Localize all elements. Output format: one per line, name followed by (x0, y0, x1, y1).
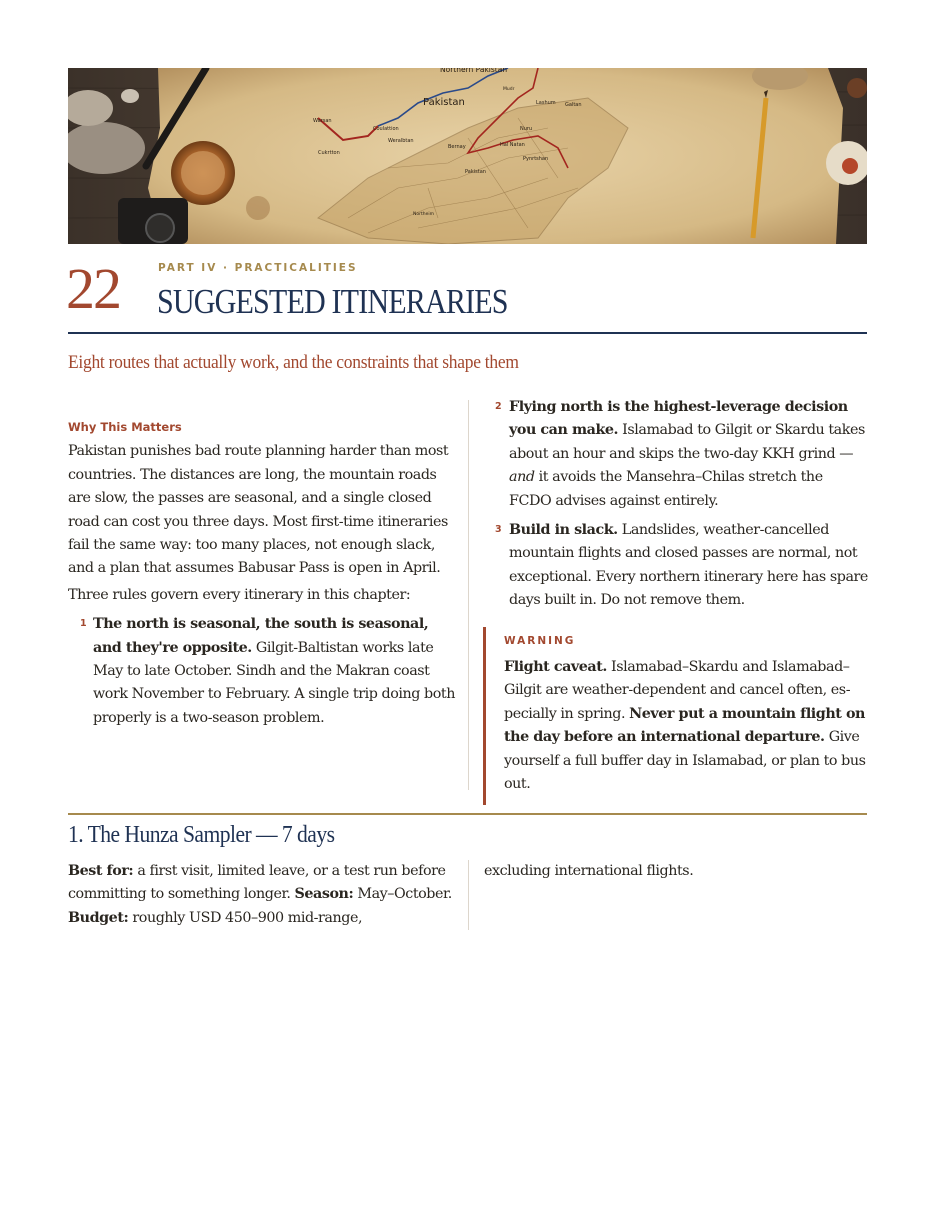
svg-text:Cukrtton: Cukrtton (318, 150, 340, 156)
column-divider (468, 400, 469, 790)
warning-bold: Flight caveat. (504, 659, 607, 676)
warning-bold: Never put a mountain flight on the day before an international departure. (504, 705, 865, 746)
warning-heading: WARNING (504, 634, 576, 647)
warning-span: Islamabad–Skardu and Islamabad–Gilgit are weather-dependent and cancel often, es-pecially in spring. (504, 659, 851, 722)
svg-text:Northern Pakistan: Northern Pakistan (440, 68, 508, 74)
svg-text:Pynrtshan: Pynrtshan (523, 156, 549, 162)
rule-bold: The north is seasonal, the south is seasonal, and they're opposite. (93, 616, 429, 656)
svg-text:Weralbtan: Weralbtan (388, 138, 414, 144)
rule-item (68, 613, 456, 730)
rule-text: Landslides, weather-cancelled mountain flights and closed passes are normal, not exceptional. Every northern itinerary here has spare days built in. Do not remove them. (509, 522, 868, 609)
svg-text:Mudr: Mudr (503, 87, 515, 92)
section-left-column (68, 860, 458, 930)
rule-bold: Build in slack. (509, 522, 618, 539)
section-divider (68, 813, 867, 815)
svg-text:Hal Natan: Hal Natan (500, 142, 525, 148)
svg-text:Warsan: Warsan (313, 118, 332, 124)
budget-text: roughly USD 450–900 mid-range, (128, 909, 363, 926)
rule-number: 1 (80, 618, 87, 630)
svg-text:Pakistan: Pakistan (423, 97, 465, 108)
rule-text: Gilgit-Baltistan works late May to late October. Sindh and the Makran coast work November to February. A single trip doing both properly is a two-season problem. (93, 639, 455, 726)
svg-text:Nuru: Nuru (520, 126, 533, 132)
rules-intro: Three rules govern every itinerary in this chapter: (68, 586, 411, 603)
warning-span: Give yourself a full buffer day in Islamabad, or plan to bus out. (504, 729, 866, 793)
chapter-title: SUGGESTED ITINERARIES (157, 282, 508, 321)
why-heading: Why This Matters (68, 420, 182, 434)
rule-number: 3 (495, 524, 502, 536)
chapter-number: 22 (66, 256, 120, 321)
rule-text: Islamabad to Gilgit or Skardu takes about an hour and skips the two-day KKH grind — (509, 422, 865, 462)
svg-text:Galtan: Galtan (565, 102, 582, 108)
svg-text:Coulattion: Coulattion (373, 126, 399, 132)
rule-item (483, 519, 869, 613)
best-for-text: a first visit, limited leave, or a test run before committing to something longer. (68, 863, 446, 903)
intro-paragraph: Pakistan punishes bad route planning harder than most countries. The distances are long, the mountain roads are slow, the passes are seasonal, and a single closed road can cost you three days. Most first-time itineraries fail the same way: too many places, not enough slack, and a plan that assumes Babusar Pass is open in April. (68, 443, 449, 577)
section-heading: 1. The Hunza Sampler — 7 days (68, 822, 335, 848)
best-for-label: Best for: (68, 863, 134, 879)
season-label: Season: (294, 886, 354, 903)
svg-text:Bernay: Bernay (448, 144, 466, 150)
right-column (483, 396, 869, 805)
svg-text:Pakistan: Pakistan (465, 169, 486, 175)
rule-item (483, 396, 869, 513)
svg-text:Northeim: Northeim (413, 212, 434, 217)
rule-bold: Flying north is the highest-leverage decision you can make. (509, 399, 848, 439)
part-label: PART IV · PRACTICALITIES (158, 262, 358, 274)
section-column-divider (468, 860, 469, 930)
warning-text (504, 656, 869, 796)
rule-italic: and (509, 469, 535, 486)
rule-number: 2 (495, 401, 502, 412)
hero-map-photo (68, 68, 867, 244)
budget-label: Budget: (68, 909, 129, 926)
title-divider (68, 332, 867, 334)
season-text: May–October. (353, 886, 452, 903)
chapter-subtitle: Eight routes that actually work, and the constraints that shape them (68, 352, 519, 373)
rule-text: it avoids the Mansehra–Chilas stretch the FCDO advises against entirely. (509, 469, 823, 509)
warning-callout (483, 627, 869, 805)
section-intro (68, 860, 458, 930)
section-right-column (484, 860, 864, 883)
left-column (68, 416, 456, 730)
svg-text:Lashum: Lashum (536, 100, 556, 106)
section-continued: excluding international flights. (484, 863, 694, 879)
